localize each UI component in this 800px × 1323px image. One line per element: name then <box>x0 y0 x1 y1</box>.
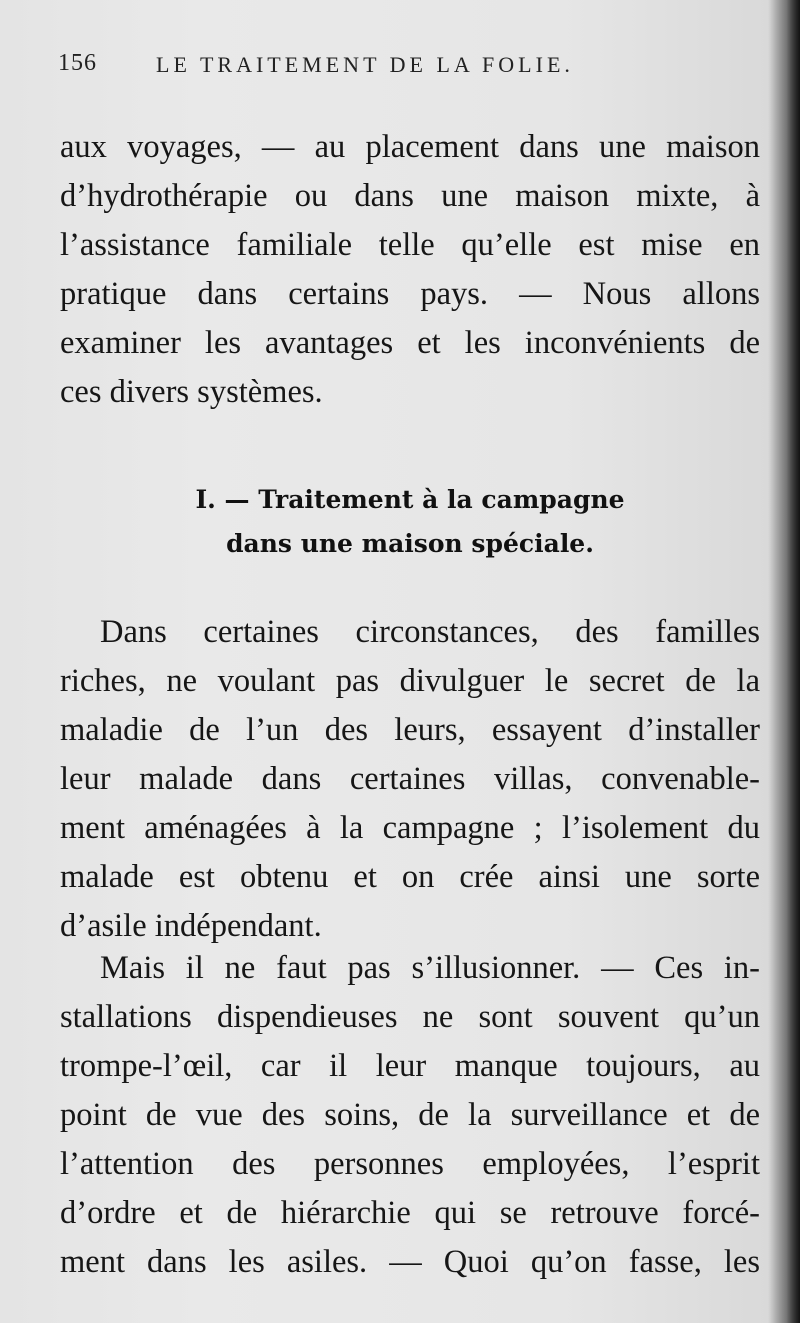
text-line: stallations dispendieuses ne sont souvent qu’un <box>60 999 760 1035</box>
page-header <box>58 50 758 86</box>
text-line: Mais il ne faut pas s’illusionner. — Ces in- <box>100 950 760 986</box>
text-line: point de vue des soins, de la surveillance et de <box>60 1097 760 1133</box>
text-line: d’asile indépendant. <box>60 908 322 944</box>
running-head: LE TRAITEMENT DE LA FOLIE. <box>156 52 574 77</box>
page-edge-shadow <box>770 0 800 1323</box>
text-line: Dans certaines circonstances, des familles <box>100 614 760 650</box>
text-line: maladie de l’un des leurs, essayent d’installer <box>60 712 760 748</box>
text-line: ment dans les asiles. — Quoi qu’on fasse, les <box>60 1244 760 1280</box>
text-line: pratique dans certains pays. — Nous allons <box>60 276 760 312</box>
text-line: riches, ne voulant pas divulguer le secret de la <box>60 663 760 699</box>
text-line: leur malade dans certaines villas, convenable- <box>60 761 760 797</box>
text-line: aux voyages, — au placement dans une maison <box>60 129 760 165</box>
text-line: ces divers systèmes. <box>60 374 323 410</box>
section-heading-line: I. — Traitement à la campagne <box>195 485 625 514</box>
paragraph-intro <box>60 123 760 417</box>
text-line: malade est obtenu et on crée ainsi une sorte <box>60 859 760 895</box>
paragraph-country-house <box>60 608 760 951</box>
text-line: trompe-l’œil, car il leur manque toujours, au <box>60 1048 760 1084</box>
text-line: ment aménagées à la campagne ; l’isolement du <box>60 810 760 846</box>
text-line: l’assistance familiale telle qu’elle est mise en <box>60 227 760 263</box>
section-heading-line: dans une maison spéciale. <box>226 529 594 558</box>
page-number: 156 <box>58 50 97 76</box>
text-line: examiner les avantages et les inconvénients de <box>60 325 760 361</box>
text-line: l’attention des personnes employées, l’esprit <box>60 1146 760 1182</box>
text-line: d’ordre et de hiérarchie qui se retrouve forcé- <box>60 1195 760 1231</box>
section-heading <box>60 478 760 566</box>
paragraph-illusion <box>60 944 760 1287</box>
text-line: d’hydrothérapie ou dans une maison mixte, à <box>60 178 760 214</box>
